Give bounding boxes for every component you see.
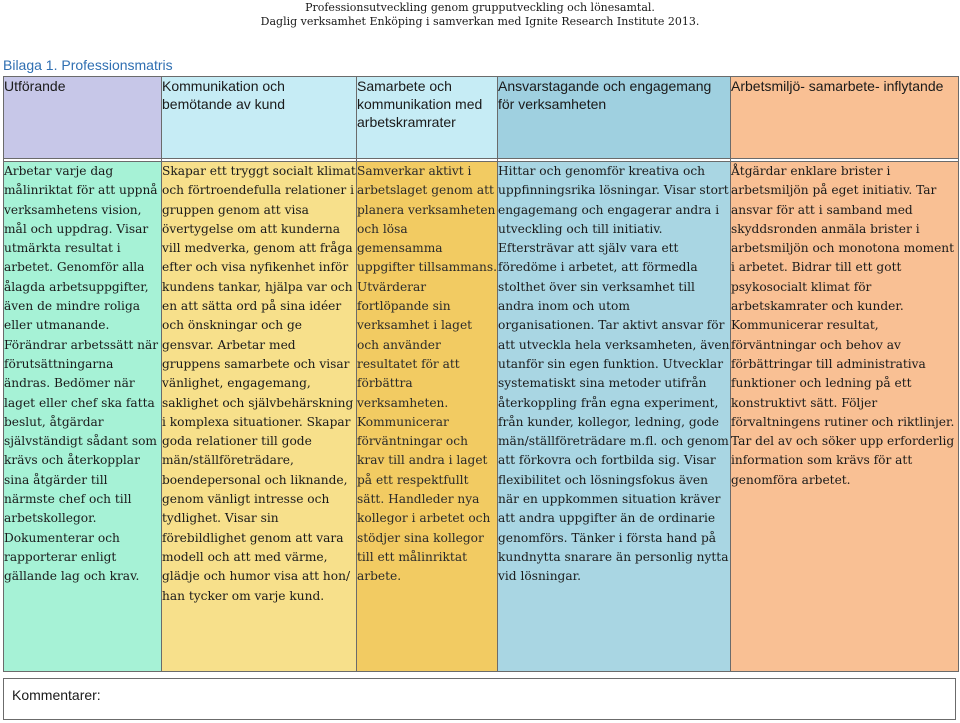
document-header xyxy=(0,0,960,29)
column-heading-samarbete: Samarbete och kommunikation med arbetskramrater xyxy=(357,77,498,159)
matrix-body-row xyxy=(4,162,959,672)
appendix-title: Bilaga 1. Professionsmatris xyxy=(3,57,173,73)
comments-box[interactable] xyxy=(3,678,956,720)
column-text-utforande: Arbetar varje dag målinriktat för att uppnå verksamhetens vision, mål och uppdrag. Visar utmärkta resultat i arbetet. Genomför alla ålagda arbetsuppgifter, även de mindre roliga eller utmanande. Förändrar arbetssätt när förutsättningarna ändras. Bedömer när laget eller chef ska fatta beslut, åtgärdar självständigt sådant som krävs och återkopplar sina åtgärder till närmste chef och till arbetskollegor. Dokumenterar och rapporterar enligt gällande lag och krav. xyxy=(4,162,162,672)
column-heading-utforande: Utförande xyxy=(4,77,162,159)
comments-label: Kommentarer: xyxy=(12,687,101,703)
column-text-arbetsmiljo: Åtgärdar enklare brister i arbetsmiljön på eget initiativ. Tar ansvar för att i samband med skyddsronden anmäla brister i arbetsmiljön och monotona moment i arbetet. Bidrar till ett gott psykosocialt klimat för arbetskamrater och kunder. Kommunicerar resultat, förväntningar och behov av förbättringar till administrativa funktioner och ledning på ett konstruktivt sätt. Följer förvaltningens rutiner och riktlinjer. Tar del av och söker upp erforderlig information som krävs för att genomföra arbetet. xyxy=(731,162,959,672)
column-heading-kommunikation-kund: Kommunikation och bemötande av kund xyxy=(162,77,357,159)
column-text-kommunikation-kund: Skapar ett tryggt socialt klimat och förtroendefulla relationer i gruppen genom att visa övertygelse om att kunderna vill medverka, genom att fråga efter och visa nyfikenhet inför kundens tankar, hjälpa var och en att sätta ord på sina idéer och önskningar och ge gensvar. Arbetar med gruppens samarbete och visar vänlighet, engagemang, saklighet och självbehärskning i komplexa situationer. Skapar goda relationer till gode män/ställföreträdare, boendepersonal och liknande, genom vänligt intresse och tydlighet. Visar sin förebildlighet genom att vara modell och att med värme, glädje och humor visa att hon/ han tycker om varje kund. xyxy=(162,162,357,672)
matrix-header-row xyxy=(4,77,959,159)
header-line-1: Professionsutveckling genom grupputveckling och lönesamtal. xyxy=(305,1,655,14)
column-heading-ansvarstagande: Ansvarstagande och engagemang för verksamheten xyxy=(498,77,731,159)
column-text-ansvarstagande: Hittar och genomför kreativa och uppfinningsrika lösningar. Visar stort engagemang och engagerar andra i utveckling och till initiativ. Eftersträvar att själv vara ett föredöme i arbetet, att förmedla stolthet över sin verksamhet till andra inom och utom organisationen. Tar aktivt ansvar för att utveckla hela verksamheten, även utanför sin egen funktion. Utvecklar systematiskt sina metoder utifrån återkoppling från egna experiment, från kunder, kollegor, ledning, gode män/ställföreträdare m.fl. och genom att förkovra och fortbilda sig. Visar flexibilitet och lösningsfokus även när en uppkommen situation kräver att andra uppgifter än de ordinarie genomförs. Tänker i första hand på kundnytta snarare än personlig nytta vid lösningar. xyxy=(498,162,731,672)
profession-matrix-table xyxy=(3,76,959,672)
column-heading-arbetsmiljo: Arbetsmiljö- samarbete- inflytande xyxy=(731,77,959,159)
column-text-samarbete: Samverkar aktivt i arbetslaget genom att planera verksamheten och lösa gemensamma uppgifter tillsammans. Utvärderar fortlöpande sin verksamhet i laget och använder resultatet för att förbättra verksamheten. Kommunicerar förväntningar och krav till andra i laget på ett respektfullt sätt. Handleder nya kollegor i arbetet och stödjer sina kollegor till ett målinriktat arbete. xyxy=(357,162,498,672)
header-line-2: Daglig verksamhet Enköping i samverkan med Ignite Research Institute 2013. xyxy=(260,15,700,28)
